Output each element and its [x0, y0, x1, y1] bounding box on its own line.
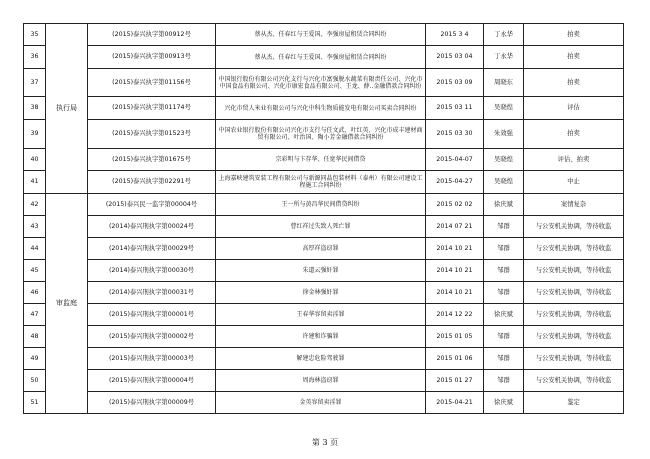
- department-cell: 执行局: [46, 24, 88, 194]
- case-parties-cell: 蔡从杰、任春红与王爱国、李强房屋租赁合同纠纷: [216, 24, 426, 46]
- table-row: [24, 149, 624, 171]
- case-number-cell: (2014)泰兴刑执字第00030号: [88, 260, 216, 282]
- case-number-cell: (2015)泰兴刑执字第00001号: [88, 304, 216, 326]
- case-parties-cell: 周海林盗窃罪: [216, 370, 426, 392]
- table-row: [24, 216, 624, 238]
- case-parties-cell: 解建忠危险驾驶罪: [216, 348, 426, 370]
- judge-cell: 丁永华: [484, 24, 524, 46]
- filing-date-cell: 2014 12 22: [426, 304, 484, 326]
- table-row: [24, 370, 624, 392]
- case-parties-cell: 王春华容留卖淫罪: [216, 304, 426, 326]
- filing-date-cell: 2015 01 05: [426, 326, 484, 348]
- status-cell: 与公安机关协调，等待收监: [524, 326, 624, 348]
- status-cell: 与公安机关协调，等待收监: [524, 304, 624, 326]
- case-number-cell: (2014)泰兴刑执字第00024号: [88, 216, 216, 238]
- row-number-cell: 45: [24, 260, 46, 282]
- case-parties-cell: 宗彩明与卞存华、任宽华民间借贷: [216, 149, 426, 171]
- filing-date-cell: 2014 07 21: [426, 216, 484, 238]
- case-number-cell: (2014)泰兴刑执字第00031号: [88, 282, 216, 304]
- case-parties-cell: 曹红祥过失致人死亡罪: [216, 216, 426, 238]
- judge-cell: 吴晓煌: [484, 171, 524, 194]
- case-number-cell: (2015)泰兴刑执字第00003号: [88, 348, 216, 370]
- row-number-cell: 51: [24, 392, 46, 414]
- status-cell: 与公安机关协调，等待收监: [524, 260, 624, 282]
- judge-cell: 周晓东: [484, 69, 524, 97]
- case-number-cell: (2015)泰兴执字第01174号: [88, 97, 216, 120]
- status-cell: 拍卖: [524, 46, 624, 69]
- table-row: [24, 194, 624, 216]
- case-number-cell: (2015)泰兴刑执字第00004号: [88, 370, 216, 392]
- status-cell: 与公安机关协调，等待收监: [524, 238, 624, 260]
- filing-date-cell: 2015 03 04: [426, 46, 484, 69]
- judge-cell: 吴晓煌: [484, 97, 524, 120]
- status-cell: 拍卖: [524, 69, 624, 97]
- judge-cell: 徐庆斌: [484, 304, 524, 326]
- case-parties-cell: 徐金林强奸罪: [216, 282, 426, 304]
- table-row: [24, 69, 624, 97]
- table-row: [24, 120, 624, 149]
- judge-cell: 丁永华: [484, 46, 524, 69]
- row-number-cell: 39: [24, 120, 46, 149]
- filing-date-cell: 2014 10 21: [426, 238, 484, 260]
- status-cell: 与公安机关协调，等待收监: [524, 282, 624, 304]
- row-number-cell: 41: [24, 171, 46, 194]
- status-cell: 与公安机关协调，等待收监: [524, 348, 624, 370]
- judge-cell: 邹群: [484, 370, 524, 392]
- row-number-cell: 37: [24, 69, 46, 97]
- judge-cell: 朱效强: [484, 120, 524, 149]
- row-number-cell: 49: [24, 348, 46, 370]
- filing-date-cell: 2015 02 02: [426, 194, 484, 216]
- row-number-cell: 50: [24, 370, 46, 392]
- table-row: [24, 46, 624, 69]
- filing-date-cell: 2015 03 09: [426, 69, 484, 97]
- table-row: [24, 24, 624, 46]
- case-parties-cell: 中国农业银行股份有限公司兴化市支行与任文武、叶红英、兴化市成丰建材商贸有限公司、叶治国、陶小芳金融借款合同纠纷: [216, 120, 426, 149]
- judge-cell: 邹群: [484, 260, 524, 282]
- table-row: [24, 282, 624, 304]
- row-number-cell: 44: [24, 238, 46, 260]
- status-cell: 拍卖: [524, 120, 624, 149]
- filing-date-cell: 2015 03 30: [426, 120, 484, 149]
- case-number-cell: (2015)泰兴执字第01156号: [88, 69, 216, 97]
- status-cell: 案情复杂: [524, 194, 624, 216]
- department-cell: 审监庭: [46, 194, 88, 414]
- case-parties-cell: 许建和诈骗罪: [216, 326, 426, 348]
- case-number-cell: (2015)泰兴执字第01675号: [88, 149, 216, 171]
- row-number-cell: 47: [24, 304, 46, 326]
- row-number-cell: 46: [24, 282, 46, 304]
- row-number-cell: 35: [24, 24, 46, 46]
- case-parties-cell: 兴化市贸人米业有限公司与兴化中科生物质能发电有限公司买卖合同纠纷: [216, 97, 426, 120]
- table-row: [24, 97, 624, 120]
- judge-cell: 邹群: [484, 238, 524, 260]
- status-cell: 中止: [524, 171, 624, 194]
- filing-date-cell: 2015-04-07: [426, 149, 484, 171]
- judge-cell: 徐庆斌: [484, 194, 524, 216]
- judge-cell: 邹群: [484, 326, 524, 348]
- status-cell: 拍卖: [524, 24, 624, 46]
- case-number-cell: (2015)泰兴执字第01523号: [88, 120, 216, 149]
- case-parties-cell: 高厚祥盗窃罪: [216, 238, 426, 260]
- case-parties-cell: 蔡从杰、任春红与王爱国、李强房屋租赁合同纠纷: [216, 46, 426, 69]
- case-parties-cell: 中国银行股份有限公司兴化支行与兴化市富强脱水蔬菜有限责任公司、兴化市中国食品有限公司、兴化市康宏食品有限公司、王龙、薛..金融借款合同纠纷: [216, 69, 426, 97]
- judge-cell: 邹群: [484, 348, 524, 370]
- case-parties-cell: 朱道云强奸罪: [216, 260, 426, 282]
- case-number-cell: (2015)泰兴民一监字第00004号: [88, 194, 216, 216]
- filing-date-cell: 2014 10 21: [426, 282, 484, 304]
- case-parties-cell: 王一所与黄昌华民间借贷纠纷: [216, 194, 426, 216]
- case-parties-cell: 金英容留卖淫罪: [216, 392, 426, 414]
- case-number-cell: (2014)泰兴刑执字第00029号: [88, 238, 216, 260]
- filing-date-cell: 2014 10 21: [426, 260, 484, 282]
- table-row: [24, 392, 624, 414]
- row-number-cell: 42: [24, 194, 46, 216]
- filing-date-cell: 2015-04-27: [426, 171, 484, 194]
- status-cell: 评估: [524, 97, 624, 120]
- filing-date-cell: 2015 03 11: [426, 97, 484, 120]
- table-row: [24, 348, 624, 370]
- row-number-cell: 48: [24, 326, 46, 348]
- page-number: 第 3 页: [311, 438, 339, 447]
- row-number-cell: 38: [24, 97, 46, 120]
- judge-cell: 邹群: [484, 282, 524, 304]
- table-row: [24, 171, 624, 194]
- status-cell: 鉴定: [524, 392, 624, 414]
- judge-cell: 吴晓煌: [484, 149, 524, 171]
- judge-cell: 徐庆斌: [484, 392, 524, 414]
- filing-date-cell: 2015 3 4: [426, 24, 484, 46]
- case-number-cell: (2015)泰兴执字第00913号: [88, 46, 216, 69]
- table-row: [24, 326, 624, 348]
- table-row: [24, 304, 624, 326]
- row-number-cell: 40: [24, 149, 46, 171]
- filing-date-cell: 2015 01 27: [426, 370, 484, 392]
- row-number-cell: 43: [24, 216, 46, 238]
- case-number-cell: (2015)泰兴刑执字第00002号: [88, 326, 216, 348]
- case-parties-cell: 上海嘉峡建筑安装工程有限公司与新源同晶包装材料（泰州）有限公司建设工程施工合同纠纷: [216, 171, 426, 194]
- table-row: [24, 238, 624, 260]
- table-row: [24, 260, 624, 282]
- case-ledger-table: [23, 23, 624, 414]
- status-cell: 与公安机关协调，等待收监: [524, 216, 624, 238]
- judge-cell: 邹群: [484, 216, 524, 238]
- case-number-cell: (2015)泰兴执字第02291号: [88, 171, 216, 194]
- case-number-cell: (2015)泰兴执字第00912号: [88, 24, 216, 46]
- filing-date-cell: 2015 01 06: [426, 348, 484, 370]
- status-cell: 与公安机关协调，等待收监: [524, 370, 624, 392]
- ledger-body: [24, 24, 624, 414]
- case-number-cell: (2015)泰兴刑执字第00009号: [88, 392, 216, 414]
- row-number-cell: 36: [24, 46, 46, 69]
- status-cell: 评估、拍卖: [524, 149, 624, 171]
- filing-date-cell: 2015-04-21: [426, 392, 484, 414]
